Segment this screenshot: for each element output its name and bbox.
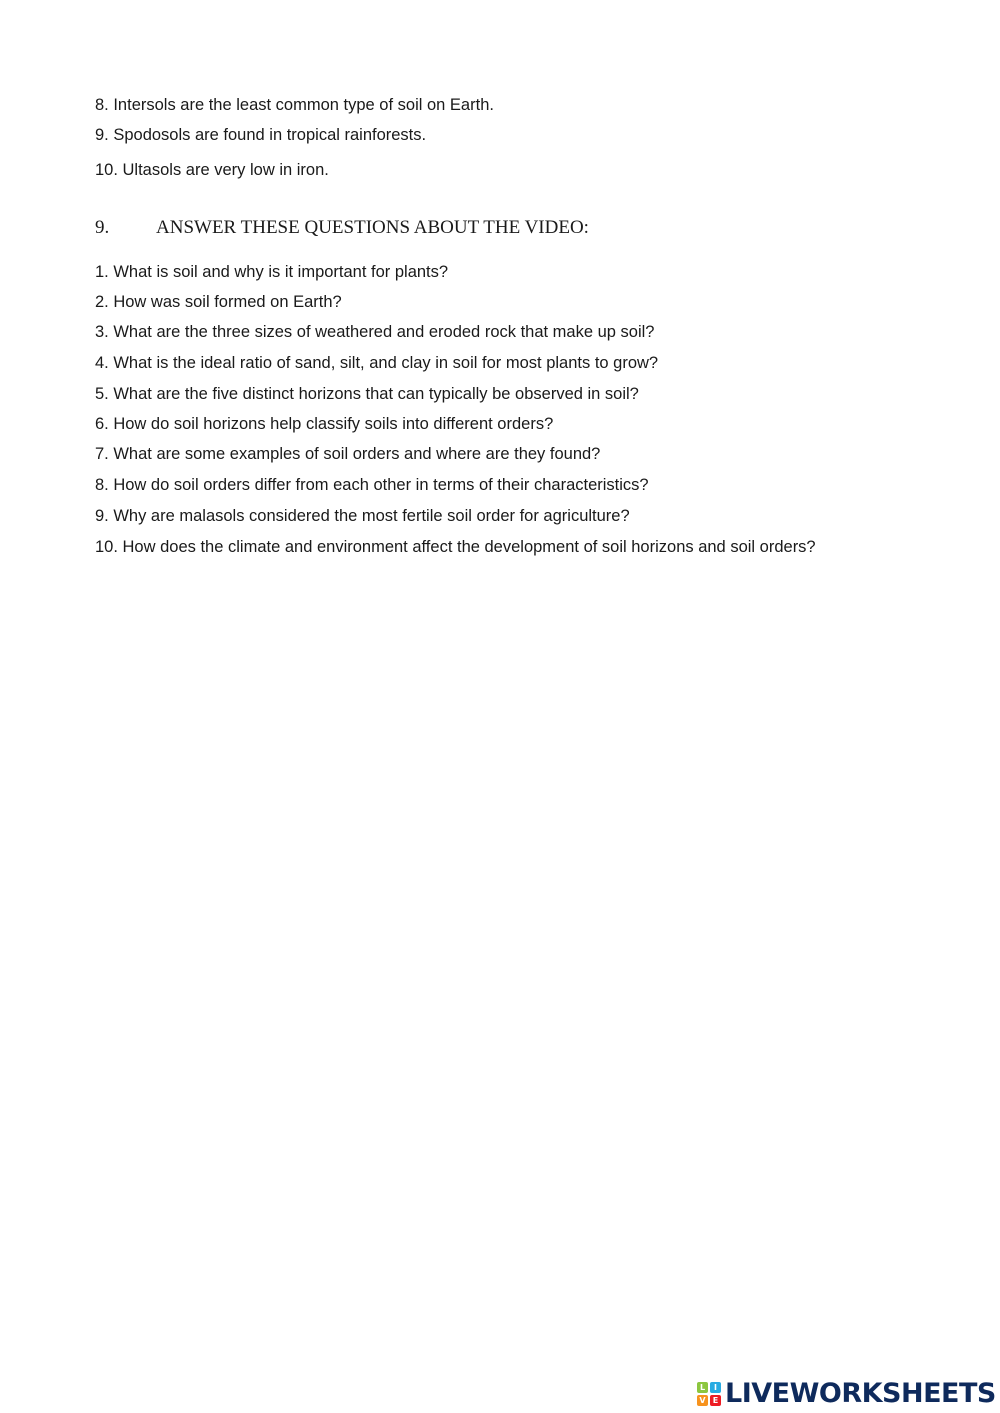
- question-item: 5. What are the five distinct horizons that can typically be observed in soil?: [95, 385, 639, 403]
- logo-mark-tile: I: [710, 1382, 721, 1393]
- question-item: 10. How does the climate and environment affect the development of soil horizons and soil orders?: [95, 538, 816, 556]
- question-item: 7. What are some examples of soil orders and where are they found?: [95, 445, 601, 463]
- statement-item: 8. Intersols are the least common type of soil on Earth.: [95, 96, 494, 114]
- question-item: 8. How do soil orders differ from each other in terms of their characteristics?: [95, 476, 649, 494]
- question-item: 1. What is soil and why is it important for plants?: [95, 263, 449, 281]
- section-number: 9.: [95, 217, 110, 238]
- statement-item: 9. Spodosols are found in tropical rainforests.: [95, 126, 427, 144]
- question-item: 6. How do soil horizons help classify soils into different orders?: [95, 415, 554, 433]
- liveworksheets-logo[interactable]: [697, 1379, 996, 1409]
- liveworksheets-mark-icon: [697, 1382, 721, 1406]
- section-title: ANSWER THESE QUESTIONS ABOUT THE VIDEO:: [156, 217, 589, 238]
- section-heading: [95, 216, 589, 240]
- logo-mark-tile: E: [710, 1395, 721, 1406]
- question-item: 4. What is the ideal ratio of sand, silt, and clay in soil for most plants to grow?: [95, 354, 659, 372]
- question-item: 2. How was soil formed on Earth?: [95, 293, 342, 311]
- question-item: 9. Why are malasols considered the most fertile soil order for agriculture?: [95, 507, 630, 525]
- logo-text: LIVEWORKSHEETS: [725, 1378, 996, 1409]
- logo-mark-tile: L: [697, 1382, 708, 1393]
- question-item: 3. What are the three sizes of weathered and eroded rock that make up soil?: [95, 323, 655, 341]
- logo-mark-tile: V: [697, 1395, 708, 1406]
- statement-item: 10. Ultasols are very low in iron.: [95, 161, 329, 179]
